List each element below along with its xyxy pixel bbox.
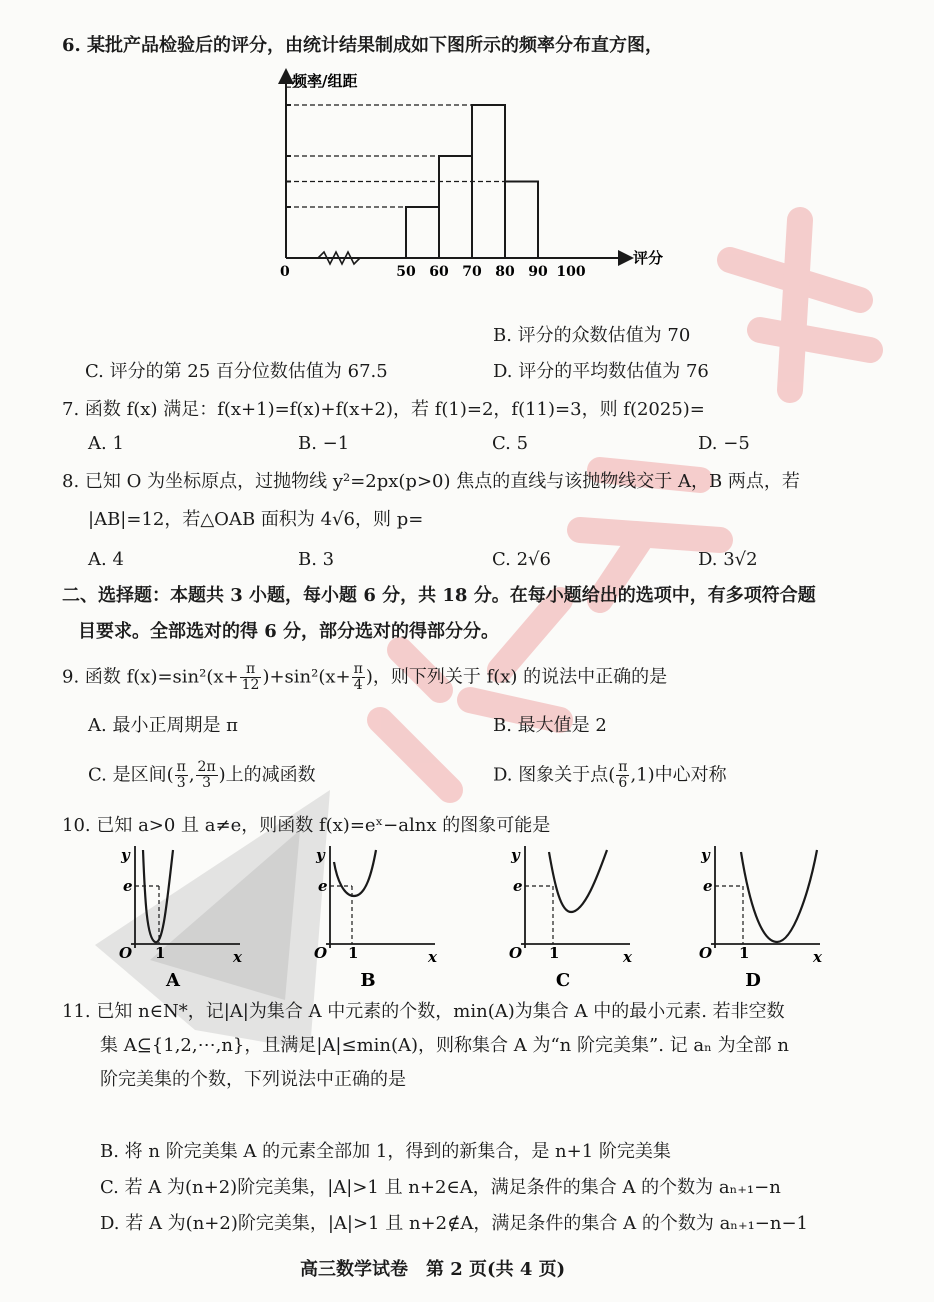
- graph-option-label: A: [166, 970, 180, 991]
- e-tick-label: e: [123, 877, 133, 895]
- graph-option-label: D: [745, 970, 761, 991]
- x-axis-label: x: [233, 948, 242, 966]
- frac-numerator: 2π: [197, 759, 216, 775]
- y-axis-label: y: [701, 846, 710, 864]
- origin-label: O: [314, 944, 328, 962]
- histogram-bar-80-90: [505, 182, 538, 259]
- x-axis-label: x: [813, 948, 822, 966]
- q11-option-c: C. 若 A 为(n+2)阶完美集，|A|>1 且 n+2∈A，满足条件的集合 A 的个数为 aₙ₊₁−n: [100, 1177, 781, 1198]
- function-curve: [549, 850, 607, 912]
- q9-optc-frac2: [196, 760, 218, 791]
- q8-option-a: A. 4: [88, 549, 124, 570]
- e-tick-label: e: [513, 877, 523, 895]
- frac-numerator: π: [240, 662, 262, 678]
- e-tick-label: e: [318, 877, 328, 895]
- q9-optc-comma: ,: [188, 764, 195, 786]
- graph-option-label: B: [360, 970, 376, 991]
- y-axis-label: y: [121, 846, 130, 864]
- q10-graph-d: [695, 842, 835, 992]
- frac-numerator: π: [176, 759, 186, 775]
- section2-line2: 目要求。全部选对的得 6 分，部分选对的得部分分。: [78, 621, 500, 642]
- y-axis-label: y: [511, 846, 520, 864]
- q10-graph-c: [505, 842, 645, 992]
- histogram-chart: [270, 66, 690, 286]
- q9-option-b: B. 最大值是 2: [493, 715, 607, 736]
- function-curve: [143, 850, 173, 942]
- frac-numerator: π: [353, 661, 363, 677]
- q9-option-a: A. 最小正周期是 π: [88, 715, 238, 736]
- q9-stem-post: )，则下列关于 f(x) 的说法中正确的是: [365, 666, 668, 688]
- section2-line1: 二、选择题：本题共 3 小题，每小题 6 分，共 18 分。在每小题给出的选项中，有多项符合题: [62, 585, 816, 606]
- q8-option-c: C. 2√6: [492, 549, 551, 570]
- q9-stem-pre: 9. 函数 f(x)=sin²(x+: [62, 666, 239, 688]
- q11-line1: 11. 已知 n∈N*，记|A|为集合 A 中元素的个数，min(A)为集合 A 中的最小元素. 若非空数: [62, 1001, 785, 1022]
- y-axis-label: 频率/组距: [292, 72, 358, 90]
- x-tick-label: 100: [556, 264, 586, 280]
- q9-optc-frac1: [175, 760, 188, 791]
- histogram-bar-50-60: [406, 207, 439, 258]
- q8-line2: |AB|=12，若△OAB 面积为 4√6，则 p=: [88, 509, 424, 530]
- x-axis-label: 评分: [633, 249, 664, 267]
- q9-optd-frac: [616, 760, 629, 791]
- q9-option-c: [88, 760, 316, 791]
- q10-graph-a: [115, 842, 255, 992]
- q6-option-b: B. 评分的众数估值为 70: [493, 325, 691, 346]
- x-axis-label: x: [428, 948, 437, 966]
- x-axis-label: x: [623, 948, 632, 966]
- q9-stem-mid: )+sin²(x+: [262, 666, 351, 688]
- q9-stem: [62, 662, 667, 693]
- q7-stem: 7. 函数 f(x) 满足：f(x+1)=f(x)+f(x+2)，若 f(1)=2，f(11)=3，则 f(2025)=: [62, 399, 705, 420]
- origin-label: O: [509, 944, 523, 962]
- q9-optc-post: )上的减函数: [218, 764, 316, 786]
- one-tick-label: 1: [549, 944, 560, 962]
- q9-frac-pi-12: [240, 662, 262, 693]
- e-tick-label: e: [703, 877, 713, 895]
- x-tick-label: 50: [396, 264, 416, 280]
- x-tick-label: 90: [528, 264, 548, 280]
- x-tick-label: 60: [429, 264, 449, 280]
- q6-stem: 6. 某批产品检验后的评分，由统计结果制成如下图所示的频率分布直方图，: [62, 35, 664, 56]
- q10-stem: 10. 已知 a>0 且 a≠e，则函数 f(x)=eˣ−alnx 的图象可能是: [62, 815, 551, 836]
- function-curve: [334, 850, 376, 896]
- q9-optd-pre: D. 图象关于点(: [493, 764, 616, 786]
- origin-label: 0: [280, 264, 290, 280]
- graph-option-label: C: [555, 970, 571, 991]
- q8-option-d: D. 3√2: [698, 549, 758, 570]
- q7-option-d: D. −5: [698, 433, 750, 454]
- q11-line3: 阶完美集的个数，下列说法中正确的是: [100, 1069, 406, 1090]
- histogram-bar-60-70: [439, 156, 472, 258]
- one-tick-label: 1: [348, 944, 359, 962]
- one-tick-label: 1: [155, 944, 166, 962]
- x-tick-label: 70: [462, 264, 482, 280]
- page-footer: 高三数学试卷 第 2 页(共 4 页): [300, 1259, 566, 1280]
- x-tick-label: 80: [495, 264, 515, 280]
- q9-frac-pi-4: [352, 662, 365, 693]
- q7-option-a: A. 1: [88, 433, 124, 454]
- q7-option-b: B. −1: [298, 433, 350, 454]
- q11-line2: 集 A⊆{1,2,⋯,n}，且满足|A|≤min(A)，则称集合 A 为“n 阶完美集”. 记 aₙ 为全部 n: [100, 1035, 789, 1056]
- origin-label: O: [119, 944, 133, 962]
- q7-option-c: C. 5: [492, 433, 529, 454]
- q9-optd-post: ,1)中心对称: [630, 764, 727, 786]
- frac-numerator: π: [618, 759, 628, 775]
- q9-optc-pre: C. 是区间(: [88, 764, 174, 786]
- q8-option-b: B. 3: [298, 549, 335, 570]
- y-axis-label: y: [316, 846, 325, 864]
- q11-option-b: B. 将 n 阶完美集 A 的元素全部加 1，得到的新集合，是 n+1 阶完美集: [100, 1141, 671, 1162]
- q6-option-d: D. 评分的平均数估值为 76: [493, 361, 709, 382]
- frac-denominator: 3: [202, 775, 212, 791]
- one-tick-label: 1: [739, 944, 750, 962]
- function-curve: [741, 850, 817, 942]
- frac-denominator: 6: [618, 775, 628, 791]
- q6-option-c: C. 评分的第 25 百分位数估值为 67.5: [85, 361, 388, 382]
- q11-option-d: D. 若 A 为(n+2)阶完美集，|A|>1 且 n+2∉A，满足条件的集合 A 的个数为 aₙ₊₁−n−1: [100, 1213, 809, 1234]
- frac-denominator: 12: [241, 677, 260, 693]
- frac-denominator: 4: [353, 677, 363, 693]
- q8-line1: 8. 已知 O 为坐标原点，过抛物线 y²=2px(p>0) 焦点的直线与该抛物线交于 A，B 两点，若: [62, 471, 800, 492]
- origin-label: O: [699, 944, 713, 962]
- frac-denominator: 3: [176, 775, 186, 791]
- q10-graph-b: [310, 842, 450, 992]
- q9-option-d: [493, 760, 727, 791]
